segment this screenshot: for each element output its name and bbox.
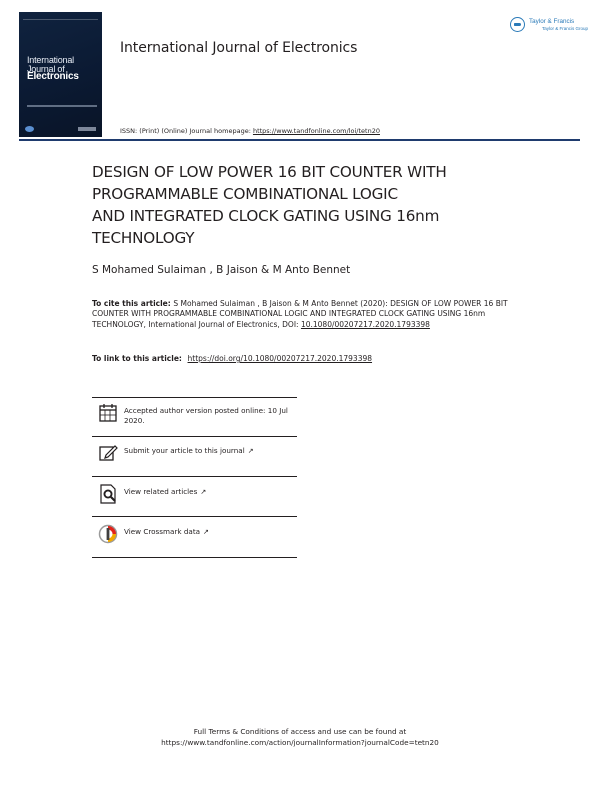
divider	[92, 476, 297, 477]
citation-text: S Mohamed Sulaiman , B Jaison & M Anto Bennet (2020): DESIGN OF LOW POWER 16 BIT COUNTER WITH PROGRAMMABLE COMBINATIONAL LOGIC AND INTEGRATED CLOCK GATING USING 16nm TECHNOLOGY, International Journal of Electronics, DOI:	[92, 299, 508, 329]
pencil-icon	[98, 443, 118, 463]
issn-line	[120, 127, 380, 135]
cover-header-rule	[23, 16, 98, 20]
cover-title-line2: Journal of	[27, 63, 65, 74]
external-link-icon: ↗	[203, 528, 209, 536]
footer-terms-text: Full Terms & Conditions of access and use can be found at	[193, 727, 407, 736]
publisher-logo-icon	[510, 17, 525, 32]
article-title-line: DESIGN OF LOW POWER 16 BIT COUNTER WITH	[92, 163, 447, 181]
cover-title-line1: International	[27, 55, 74, 65]
related-articles-label: View related articles	[124, 487, 198, 496]
journal-cover[interactable]	[19, 12, 102, 137]
publisher-name: Taylor & Francis	[529, 18, 575, 25]
terms-footer	[0, 726, 600, 748]
accepted-version-text: Accepted author version posted online: 10 Jul 2020.	[124, 406, 288, 425]
citation-label: To cite this article:	[92, 299, 174, 308]
calendar-icon	[98, 403, 118, 423]
publisher-group: Taylor & Francis Group	[542, 26, 589, 31]
divider	[92, 436, 297, 437]
article-authors: S Mohamed Sulaiman , B Jaison & M Anto Bennet	[92, 264, 351, 276]
submit-article-item[interactable]	[98, 443, 298, 465]
taylor-francis-logo[interactable]	[510, 17, 589, 37]
article-link-block	[92, 354, 372, 363]
crossmark-icon	[98, 524, 118, 544]
external-link-icon: ↗	[247, 447, 254, 455]
issn-text: ISSN: (Print) (Online) Journal homepage:	[120, 127, 253, 135]
article-title	[92, 161, 512, 249]
header-divider	[19, 139, 580, 141]
divider	[92, 557, 297, 558]
cover-subtitle-bar	[27, 105, 97, 107]
article-title-line: AND INTEGRATED CLOCK GATING USING 16nm	[92, 207, 440, 225]
crossmark-item[interactable]	[98, 524, 298, 546]
article-title-line: TECHNOLOGY	[92, 229, 195, 247]
article-doi-url[interactable]: https://doi.org/10.1080/00207217.2020.1793398	[187, 354, 373, 363]
citation-block	[92, 299, 512, 330]
magnifier-icon	[98, 484, 118, 504]
cover-logo-icon	[25, 126, 34, 132]
related-articles-item[interactable]	[98, 484, 298, 506]
submit-article-link[interactable]	[124, 446, 299, 456]
divider	[92, 516, 297, 517]
journal-title: International Journal of Electronics	[120, 40, 358, 56]
cover-title	[27, 56, 79, 82]
article-link-label: To link to this article:	[92, 354, 185, 363]
divider	[92, 397, 297, 398]
submit-article-label: Submit your article to this journal	[124, 446, 245, 455]
cover-title-line3: Electronics	[27, 71, 79, 82]
footer-terms-url[interactable]: https://www.tandfonline.com/action/journalInformation?journalCode=tetn20	[161, 738, 439, 747]
cover-publisher-mark	[78, 127, 96, 131]
journal-homepage-link[interactable]: https://www.tandfonline.com/loi/tetn20	[252, 127, 380, 135]
citation-doi-link[interactable]: 10.1080/00207217.2020.1793398	[300, 319, 430, 329]
crossmark-link[interactable]	[124, 527, 299, 537]
accepted-version-item	[98, 403, 298, 433]
external-link-icon: ↗	[200, 488, 207, 496]
crossmark-label: View Crossmark data	[124, 527, 201, 536]
article-title-line: PROGRAMMABLE COMBINATIONAL LOGIC	[92, 185, 398, 203]
related-articles-link[interactable]	[124, 487, 299, 497]
